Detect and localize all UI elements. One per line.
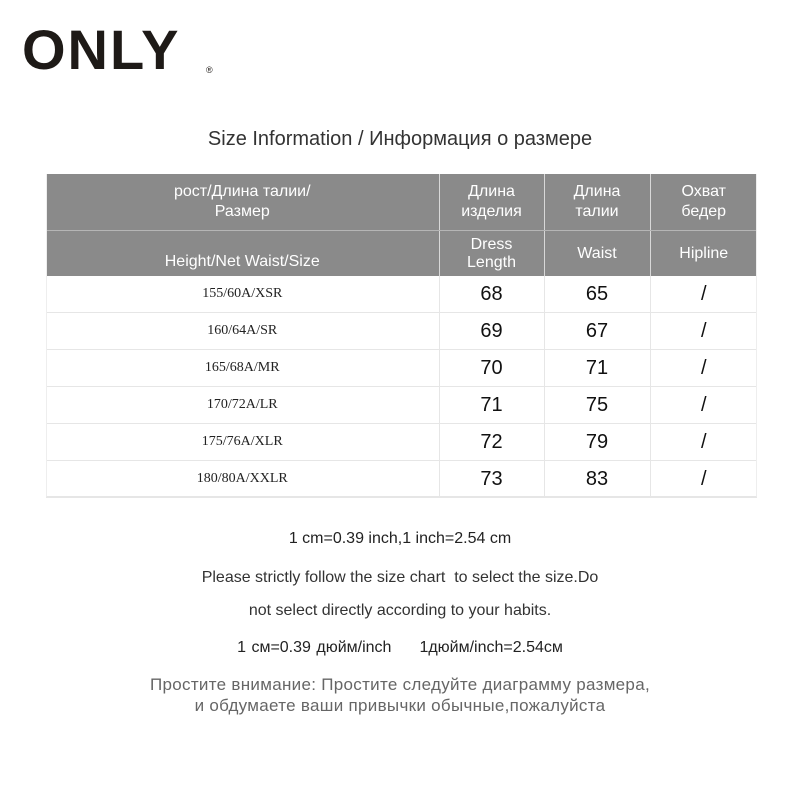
size-cell: 155/60A/XSR: [46, 276, 439, 313]
waist-cell: 75: [544, 387, 650, 424]
header-en-size: Height/Net Waist/Size: [46, 231, 439, 277]
hipline-cell: /: [650, 461, 757, 498]
hipline-cell: /: [650, 276, 757, 313]
size-cell: 160/64A/SR: [46, 313, 439, 350]
conversion-note-en: 1 cm=0.39 inch,1 inch=2.54 cm: [288, 530, 512, 547]
conversion-note-ru: [0, 639, 800, 657]
hipline-cell: /: [650, 424, 757, 461]
brand-logo: [22, 18, 213, 81]
brand-logo-text: ONLY: [22, 18, 181, 81]
waist-cell: 71: [544, 350, 650, 387]
ru-advice-line-1: Простите внимание: Простите следуйте диаграмму размера,: [150, 675, 650, 694]
header-ru-hipline: Охват бедер: [650, 174, 757, 231]
page-title: Size Information / Информация о размере: [207, 128, 593, 150]
table-row: [46, 387, 757, 424]
size-table: [46, 174, 757, 498]
dress-length-cell: 68: [439, 276, 544, 313]
conversion-ru-inch: 1дюйм/inch=2.54см: [419, 639, 563, 656]
dress-length-cell: 72: [439, 424, 544, 461]
table-header-en: [46, 231, 757, 277]
registered-mark: ®: [206, 65, 213, 75]
header-en-hipline: Hipline: [650, 231, 757, 277]
table-row: [46, 424, 757, 461]
header-ru-dress-length: Длина изделия: [439, 174, 544, 231]
conversion-ru-cm: 1 см=0.39 дюйм/inch: [237, 639, 392, 656]
advice-line-1: Please strictly follow the size chart to select the size.Do: [201, 569, 599, 586]
size-cell: 180/80A/XXLR: [46, 461, 439, 498]
dress-length-cell: 71: [439, 387, 544, 424]
waist-cell: 83: [544, 461, 650, 498]
size-cell: 175/76A/XLR: [46, 424, 439, 461]
dress-length-cell: 70: [439, 350, 544, 387]
table-header-ru: [46, 174, 757, 231]
dress-length-cell: 73: [439, 461, 544, 498]
size-cell: 165/68A/MR: [46, 350, 439, 387]
waist-cell: 67: [544, 313, 650, 350]
hipline-cell: /: [650, 313, 757, 350]
advice-line-2: not select directly according to your habits.: [248, 602, 552, 619]
table-row: [46, 461, 757, 498]
ru-advice-line-2: и обдумаете ваши привычки обычные,пожалуйста: [194, 696, 606, 715]
waist-cell: 79: [544, 424, 650, 461]
hipline-cell: /: [650, 350, 757, 387]
header-ru-size: рост/Длина талии/Размер: [46, 174, 439, 231]
hipline-cell: /: [650, 387, 757, 424]
table-row: [46, 350, 757, 387]
waist-cell: 65: [544, 276, 650, 313]
table-row: [46, 313, 757, 350]
header-ru-waist: Длина талии: [544, 174, 650, 231]
dress-length-cell: 69: [439, 313, 544, 350]
table-row: [46, 276, 757, 313]
header-en-dress-length: Dress Length: [439, 231, 544, 277]
size-cell: 170/72A/LR: [46, 387, 439, 424]
header-en-waist: Waist: [544, 231, 650, 277]
